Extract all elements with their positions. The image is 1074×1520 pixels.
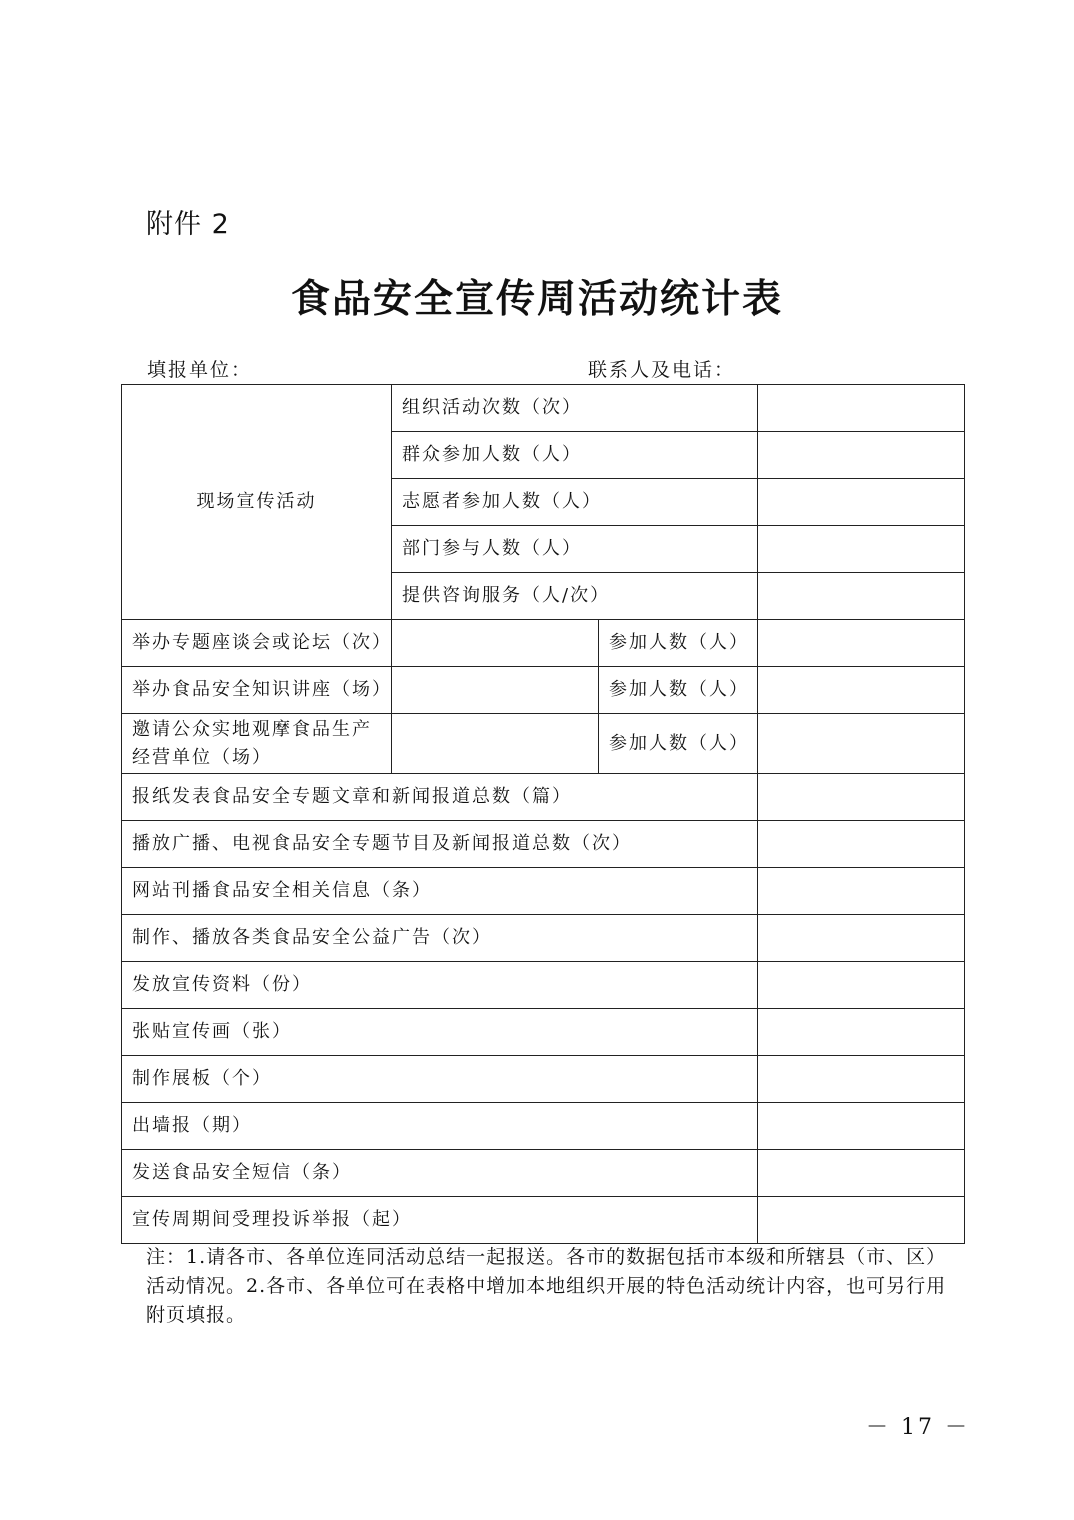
table-row bbox=[122, 1197, 965, 1244]
media-item-label: 出墙报（期） bbox=[122, 1103, 758, 1150]
onsite-item-label: 志愿者参加人数（人） bbox=[392, 479, 758, 526]
media-item-label: 宣传周期间受理投诉举报（起） bbox=[122, 1197, 758, 1244]
table-row bbox=[122, 620, 965, 667]
media-item-label: 网站刊播食品安全相关信息（条） bbox=[122, 868, 758, 915]
participants-label: 参加人数（人） bbox=[599, 620, 758, 667]
value-cell[interactable] bbox=[758, 620, 965, 667]
value-cell[interactable] bbox=[758, 821, 965, 868]
value-cell[interactable] bbox=[758, 526, 965, 573]
media-item-label: 张贴宣传画（张） bbox=[122, 1009, 758, 1056]
value-cell[interactable] bbox=[758, 1056, 965, 1103]
value-cell[interactable] bbox=[758, 714, 965, 774]
table-row bbox=[122, 1009, 965, 1056]
value-cell[interactable] bbox=[758, 868, 965, 915]
media-item-label: 发放宣传资料（份） bbox=[122, 962, 758, 1009]
table-row bbox=[122, 962, 965, 1009]
table-row bbox=[122, 868, 965, 915]
media-item-label: 制作、播放各类食品安全公益广告（次） bbox=[122, 915, 758, 962]
media-item-label: 制作展板（个） bbox=[122, 1056, 758, 1103]
table-row bbox=[122, 1056, 965, 1103]
footnote: 注：1.请各市、各单位连同活动总结一起报送。各市的数据包括市本级和所辖县（市、区）活动情况。2.各市、各单位可在表格中增加本地组织开展的特色活动统计内容，也可另行用附页填报。 bbox=[146, 1246, 947, 1326]
onsite-item-label: 提供咨询服务（人/次） bbox=[392, 573, 758, 620]
onsite-item-label: 群众参加人数（人） bbox=[392, 432, 758, 479]
value-cell[interactable] bbox=[758, 479, 965, 526]
value-cell[interactable] bbox=[758, 1197, 965, 1244]
value-cell[interactable] bbox=[758, 1009, 965, 1056]
value-cell[interactable] bbox=[392, 667, 599, 714]
participants-label: 参加人数（人） bbox=[599, 714, 758, 774]
event-label: 举办专题座谈会或论坛（次） bbox=[122, 620, 392, 667]
table-row bbox=[122, 1103, 965, 1150]
value-cell[interactable] bbox=[392, 620, 599, 667]
value-cell[interactable] bbox=[758, 1103, 965, 1150]
value-cell[interactable] bbox=[758, 385, 965, 432]
value-cell[interactable] bbox=[392, 714, 599, 774]
table-row bbox=[122, 1150, 965, 1197]
value-cell[interactable] bbox=[758, 432, 965, 479]
value-cell[interactable] bbox=[758, 774, 965, 821]
page-number: － 17 － bbox=[866, 1415, 970, 1440]
statistics-table bbox=[121, 384, 965, 1244]
table-row bbox=[122, 667, 965, 714]
event-label: 举办食品安全知识讲座（场） bbox=[122, 667, 392, 714]
event-label: 邀请公众实地观摩食品生产经营单位（场） bbox=[122, 714, 392, 774]
table-row bbox=[122, 714, 965, 774]
table-row bbox=[122, 385, 965, 432]
value-cell[interactable] bbox=[758, 915, 965, 962]
page-title: 食品安全宣传周活动统计表 bbox=[290, 277, 783, 322]
table-row bbox=[122, 915, 965, 962]
participants-label: 参加人数（人） bbox=[599, 667, 758, 714]
media-item-label: 报纸发表食品安全专题文章和新闻报道总数（篇） bbox=[122, 774, 758, 821]
value-cell[interactable] bbox=[758, 667, 965, 714]
value-cell[interactable] bbox=[758, 1150, 965, 1197]
onsite-item-label: 组织活动次数（次） bbox=[392, 385, 758, 432]
value-cell[interactable] bbox=[758, 962, 965, 1009]
media-item-label: 播放广播、电视食品安全专题节目及新闻报道总数（次） bbox=[122, 821, 758, 868]
value-cell[interactable] bbox=[758, 573, 965, 620]
onsite-item-label: 部门参与人数（人） bbox=[392, 526, 758, 573]
media-item-label: 发送食品安全短信（条） bbox=[122, 1150, 758, 1197]
table-row bbox=[122, 821, 965, 868]
onsite-group-label: 现场宣传活动 bbox=[122, 385, 392, 620]
attachment-label: 附件 2 bbox=[146, 209, 230, 240]
fill-unit-label: 填报单位： bbox=[147, 359, 253, 381]
contact-label: 联系人及电话： bbox=[588, 359, 736, 381]
table-row bbox=[122, 774, 965, 821]
